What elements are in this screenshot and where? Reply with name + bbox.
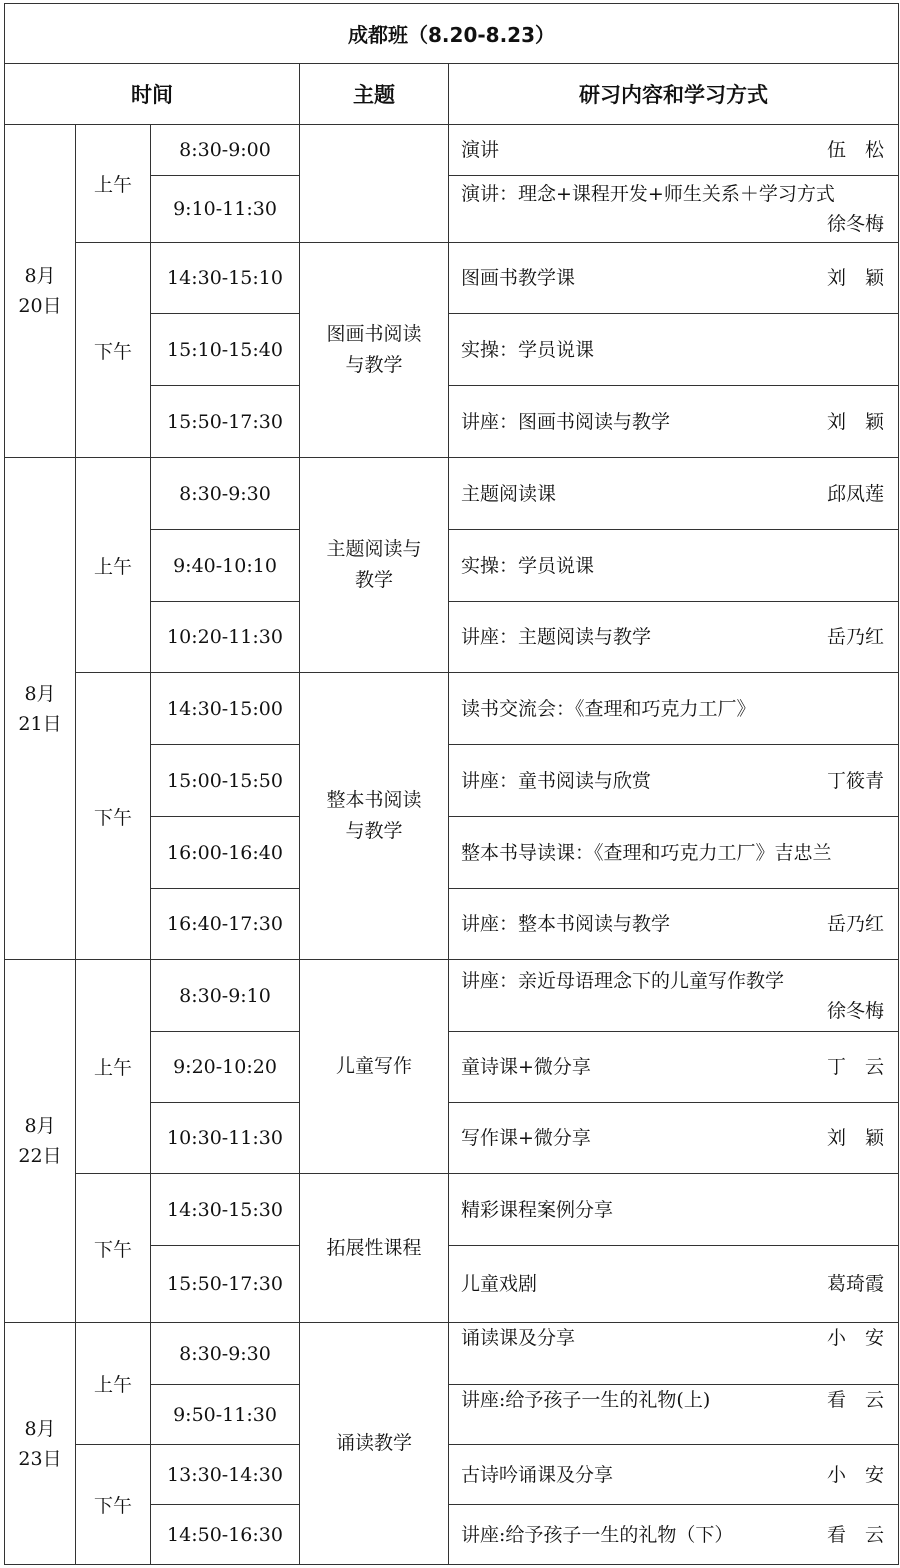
day-cell: 8月 23日 — [5, 1323, 76, 1565]
time-slot: 9:50-11:30 — [151, 1385, 300, 1445]
half-day-cell: 下午 — [76, 673, 151, 960]
time-slot: 15:50-17:30 — [151, 1246, 300, 1323]
time-slot: 9:40-10:10 — [151, 530, 300, 602]
session-content — [449, 745, 899, 817]
topic-text: 整本书阅读与教学 — [326, 789, 422, 842]
topic-text: 拓展性课程 — [326, 1236, 422, 1259]
session-title: 童诗课+微分享 — [461, 1056, 591, 1078]
day-cell: 8月 21日 — [5, 458, 76, 960]
session-content — [449, 530, 899, 602]
time-slot: 13:30-14:30 — [151, 1445, 300, 1505]
half-day-cell: 上午 — [76, 125, 151, 243]
session-title: 实操：学员说课 — [461, 338, 595, 361]
topic-cell — [300, 125, 449, 243]
topic-text: 主题阅读与教学 — [326, 538, 422, 591]
session-content — [449, 243, 899, 314]
time-slot: 8:30-9:30 — [151, 1323, 300, 1385]
time-slot: 9:20-10:20 — [151, 1032, 300, 1103]
session-content — [449, 1174, 899, 1246]
session-title: 写作课+微分享 — [461, 1127, 591, 1149]
session-content — [449, 889, 899, 960]
half-day-cell: 上午 — [76, 1323, 151, 1445]
time-slot: 8:30-9:30 — [151, 458, 300, 530]
session-content — [449, 1505, 899, 1565]
speaker-name: 岳乃红 — [827, 626, 885, 648]
session-content — [449, 1032, 899, 1103]
session-title: 讲座:给予孩子一生的礼物（下） — [461, 1523, 734, 1546]
session-content — [449, 1385, 899, 1445]
table-row — [5, 1174, 899, 1246]
session-content — [449, 602, 899, 673]
half-day-cell: 上午 — [76, 960, 151, 1174]
session-content — [449, 458, 899, 530]
topic-cell — [300, 1174, 449, 1323]
speaker-name: 岳乃红 — [827, 913, 885, 935]
session-content — [449, 386, 899, 458]
speaker-name: 徐冬梅 — [827, 213, 885, 235]
table-row — [5, 960, 899, 1032]
session-content — [449, 960, 899, 1032]
session-content — [449, 1445, 899, 1505]
session-content — [449, 1246, 899, 1323]
speaker-name: 看 云 — [827, 1389, 885, 1411]
time-slot: 9:10-11:30 — [151, 176, 300, 243]
topic-cell — [300, 1323, 449, 1565]
time-slot: 14:50-16:30 — [151, 1505, 300, 1565]
topic-cell — [300, 960, 449, 1174]
session-title: 讲座：亲近母语理念下的儿童写作教学 — [461, 969, 785, 992]
time-slot: 15:00-15:50 — [151, 745, 300, 817]
half-day-cell: 下午 — [76, 1174, 151, 1323]
time-slot: 8:30-9:00 — [151, 125, 300, 176]
table-row — [5, 125, 899, 176]
table-row — [5, 673, 899, 745]
day-cell: 8月 20日 — [5, 125, 76, 458]
session-title: 精彩课程案例分享 — [461, 1198, 614, 1221]
schedule-title: 成都班（8.20-8.23） — [5, 4, 899, 64]
topic-cell — [300, 673, 449, 960]
time-slot: 8:30-9:10 — [151, 960, 300, 1032]
speaker-name: 邱凤莲 — [827, 482, 885, 505]
schedule-table — [4, 3, 899, 1565]
session-content — [449, 176, 899, 243]
session-title: 讲座：主题阅读与教学 — [461, 626, 652, 648]
session-content — [449, 314, 899, 386]
session-title: 讲座:给予孩子一生的礼物(上) — [461, 1389, 711, 1411]
session-title: 讲座：童书阅读与欣赏 — [461, 769, 652, 792]
session-title: 主题阅读课 — [461, 482, 557, 505]
speaker-name: 看 云 — [827, 1523, 885, 1546]
speaker-name: 伍 松 — [827, 139, 885, 161]
speaker-name: 丁 云 — [827, 1056, 885, 1078]
table-row — [5, 458, 899, 530]
header-content: 研习内容和学习方式 — [449, 64, 899, 125]
time-slot: 14:30-15:00 — [151, 673, 300, 745]
session-content — [449, 125, 899, 176]
session-title: 图画书教学课 — [461, 267, 576, 289]
session-title: 古诗吟诵课及分享 — [461, 1463, 614, 1486]
header-time: 时间 — [5, 64, 300, 125]
session-title: 诵读课及分享 — [461, 1327, 576, 1349]
topic-text: 儿童写作 — [335, 1055, 412, 1077]
time-slot: 14:30-15:30 — [151, 1174, 300, 1246]
speaker-name: 小 安 — [827, 1327, 885, 1349]
session-title: 演讲 — [461, 139, 500, 161]
session-title: 儿童戏剧 — [461, 1273, 538, 1295]
session-content — [449, 817, 899, 889]
half-day-cell: 下午 — [76, 243, 151, 458]
speaker-name: 小 安 — [827, 1463, 885, 1486]
topic-text: 诵读教学 — [335, 1432, 412, 1454]
speaker-name: 葛琦霞 — [827, 1273, 885, 1295]
table-row — [5, 243, 899, 314]
time-slot: 16:00-16:40 — [151, 817, 300, 889]
session-title: 实操：学员说课 — [461, 554, 595, 577]
table-row — [5, 1445, 899, 1505]
speaker-name: 刘 颖 — [827, 267, 885, 289]
session-title: 讲座：图画书阅读与教学 — [461, 410, 671, 433]
session-content — [449, 1323, 899, 1385]
time-slot: 10:30-11:30 — [151, 1103, 300, 1174]
session-title: 整本书导读课：《查理和巧克力工厂》吉忠兰 — [461, 841, 832, 864]
half-day-cell: 下午 — [76, 1445, 151, 1565]
session-title: 演讲：理念+课程开发+师生关系＋学习方式 — [461, 183, 835, 205]
topic-text: 图画书阅读与教学 — [326, 323, 422, 376]
header-topic: 主题 — [300, 64, 449, 125]
session-title: 讲座：整本书阅读与教学 — [461, 913, 671, 935]
session-content — [449, 673, 899, 745]
day-cell: 8月 22日 — [5, 960, 76, 1323]
time-slot: 10:20-11:30 — [151, 602, 300, 673]
session-content — [449, 1103, 899, 1174]
half-day-cell: 上午 — [76, 458, 151, 673]
time-slot: 15:10-15:40 — [151, 314, 300, 386]
time-slot: 15:50-17:30 — [151, 386, 300, 458]
time-slot: 16:40-17:30 — [151, 889, 300, 960]
schedule-body — [5, 125, 899, 1565]
speaker-name: 丁筱青 — [827, 769, 885, 792]
topic-cell — [300, 458, 449, 673]
time-slot: 14:30-15:10 — [151, 243, 300, 314]
session-title: 读书交流会：《查理和巧克力工厂》 — [461, 697, 756, 720]
speaker-name: 刘 颖 — [827, 1127, 885, 1149]
speaker-name: 刘 颖 — [827, 410, 885, 433]
topic-cell — [300, 243, 449, 458]
speaker-name: 徐冬梅 — [827, 999, 885, 1022]
table-row — [5, 1323, 899, 1385]
